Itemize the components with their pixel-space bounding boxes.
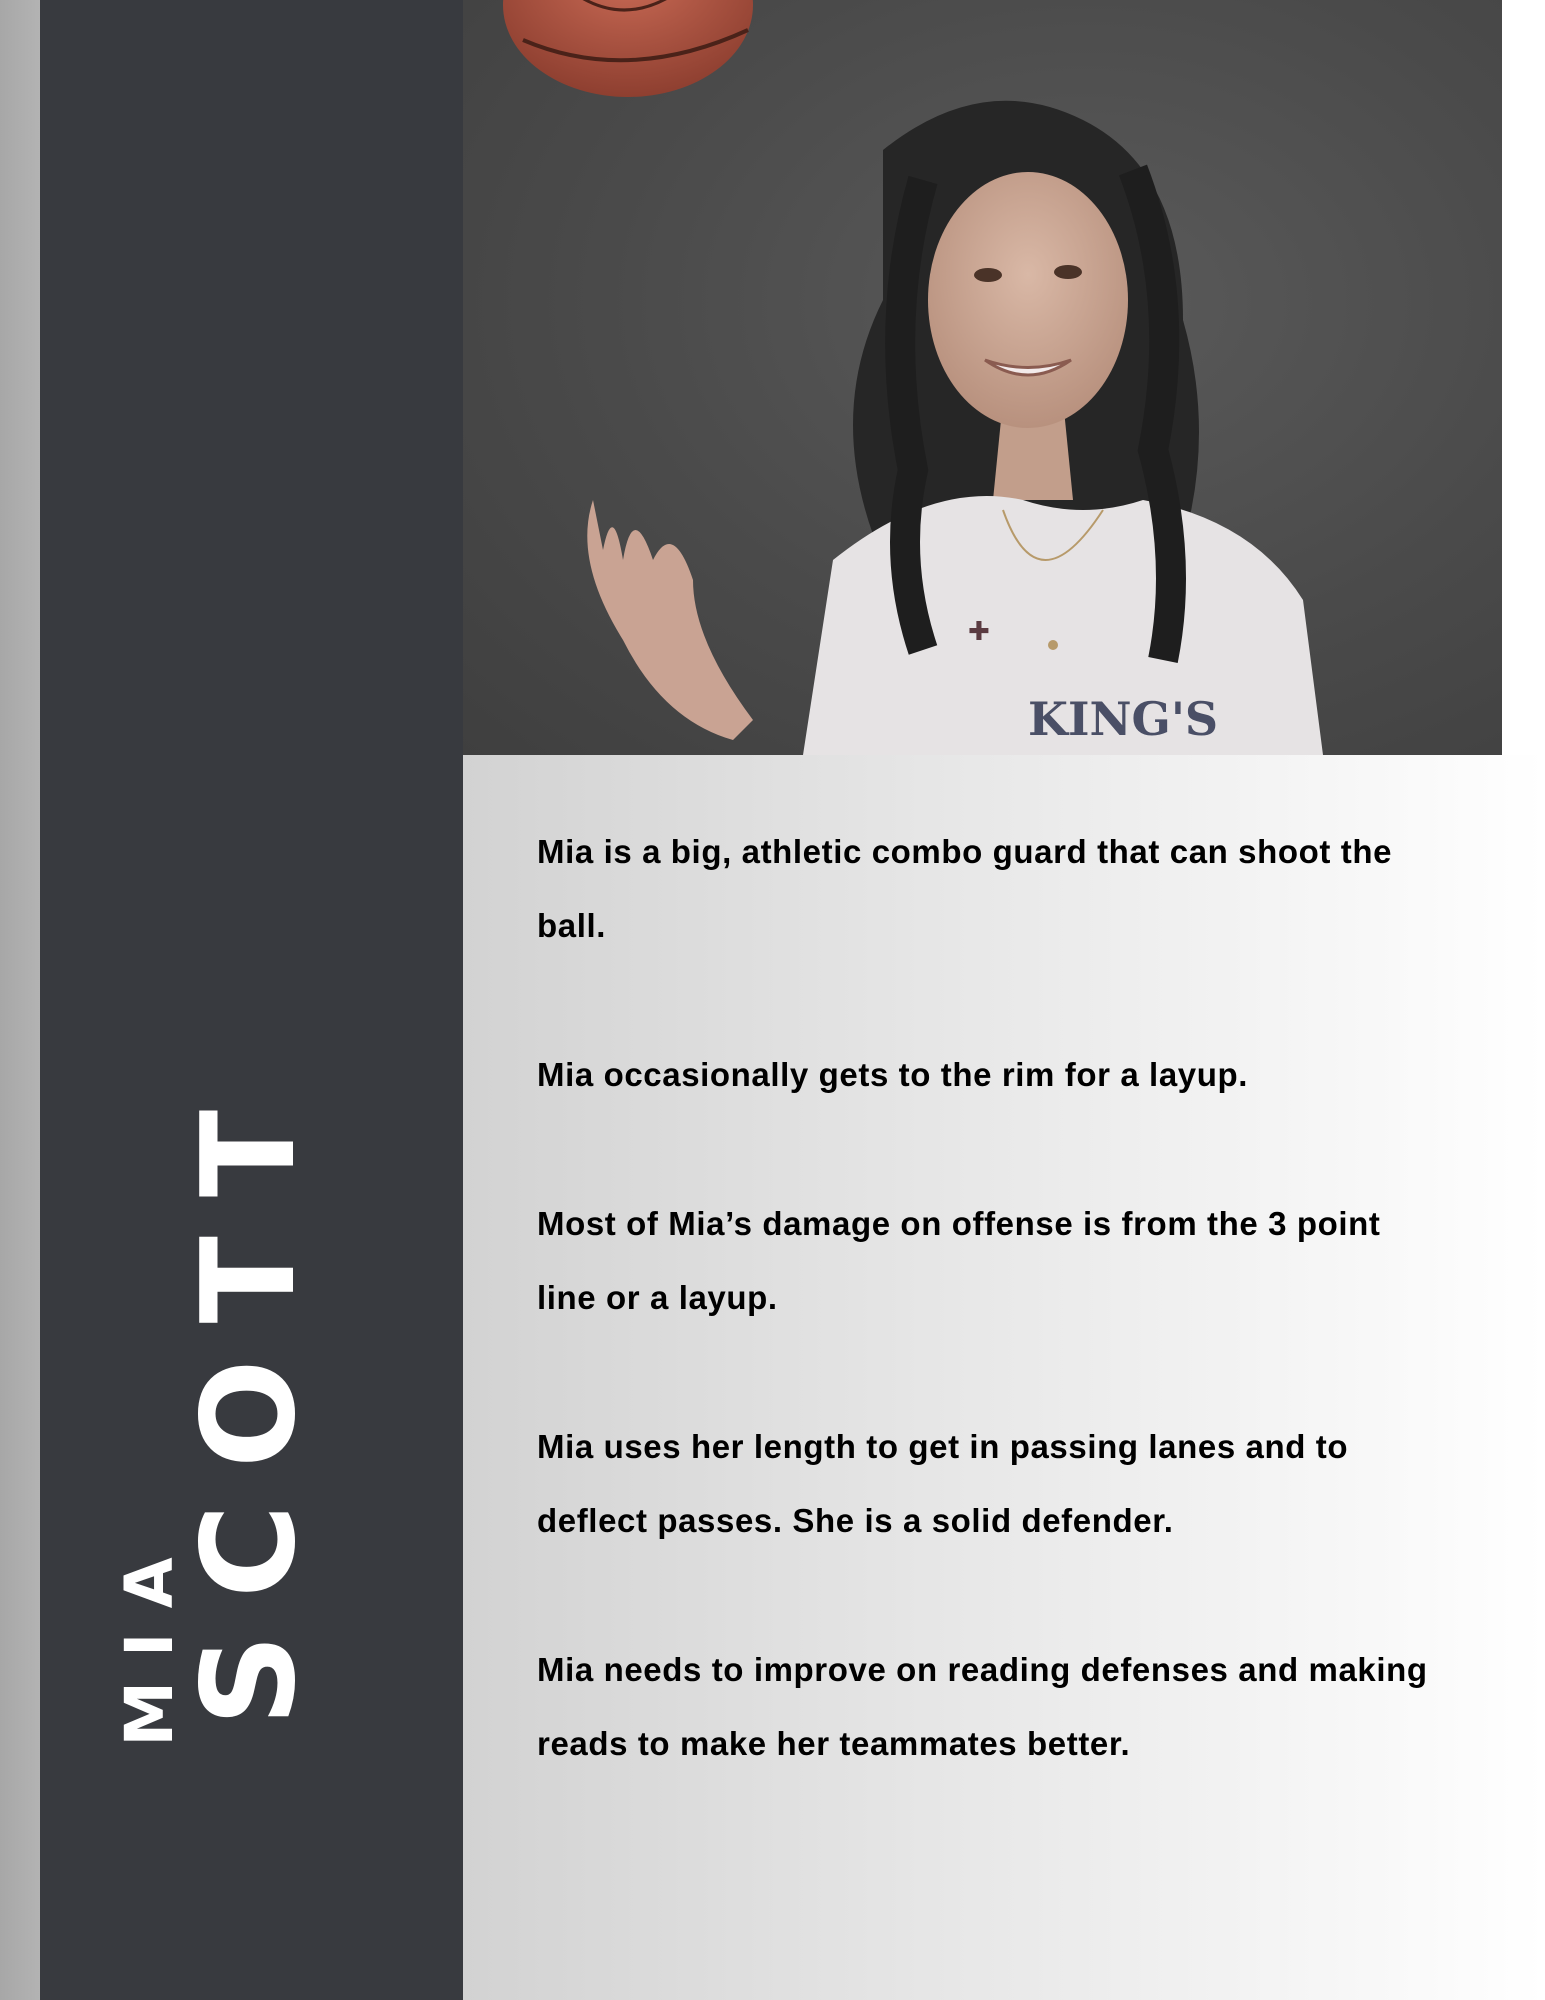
report-paragraph-4: Mia uses her length to get in passing lanes and to deflect passes. She is a solid defender. — [537, 1428, 1349, 1539]
left-edge-strip — [0, 0, 40, 2000]
svg-text:✚: ✚ — [968, 617, 990, 647]
report-paragraph-5: Mia needs to improve on reading defenses and making reads to make her teammates better. — [537, 1651, 1428, 1762]
scouting-report — [537, 815, 1437, 1856]
player-photo-illustration — [463, 0, 1502, 755]
jersey-text: KING'S — [1028, 692, 1219, 746]
report-paragraph-1: Mia is a big, athletic combo guard that can shoot the ball. — [537, 833, 1393, 944]
basketball-icon — [503, 0, 753, 97]
face-shape — [928, 172, 1128, 428]
first-name: MIA — [111, 1533, 188, 1747]
report-paragraph-3: Most of Mia’s damage on offense is from the 3 point line or a layup. — [537, 1205, 1381, 1316]
player-photo — [463, 0, 1502, 755]
last-name: SCOTT — [175, 1073, 324, 1727]
report-paragraph-2: Mia occasionally gets to the rim for a layup. — [537, 1056, 1249, 1093]
right-edge — [1502, 0, 1545, 755]
